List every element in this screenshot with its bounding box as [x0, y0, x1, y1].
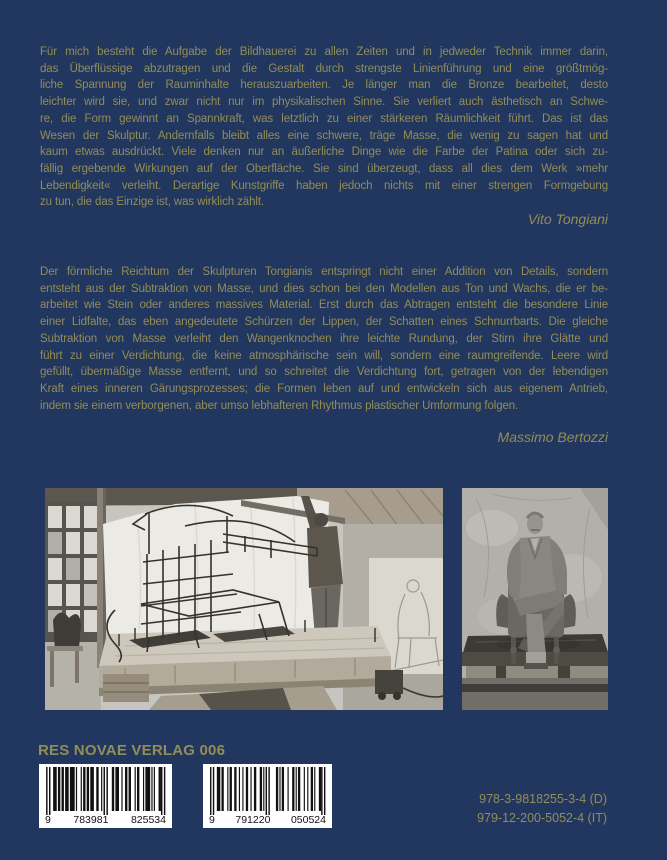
isbn-block	[307, 790, 607, 827]
publisher-line: RES NOVAE VERLAG 006	[38, 742, 226, 759]
quote-bertozzi-attribution: Massimo Bertozzi	[497, 429, 608, 445]
barcode-left-number: 9 783981 825534	[45, 814, 166, 826]
barcode-right-number: 9 791220 050524	[209, 814, 326, 826]
quote-tongiani-paragraph: Für mich besteht die Aufgabe der Bildhauerei zu allen Zeiten und in jedweder Technik immer darin, das Überflüssige abzutragen und die Gestalt durch strengste Linienführung und eine größtmög- liche Spannung der Rauminhalte herauszuarbeiten. Je länger man die Bronze bearbeitet, desto leichter wird sie, und zwar nicht nur im physikalischen Sinne. Sie verliert auch ästhetisch an Schwe- re, die Form gewinnt an Spannkraft, was letztlich zu einer stärkeren Räumlichkeit führt. Das ist das Wesen der Skulptur. Andernfalls bleibt alles eine schwere, träge Masse, die wenig zu sagen hat und kaum etwas ausdrückt. Viele denken nur an äußerliche Dinge wie die Farbe der Patina oder sich zu- fällig ergebende Wirkungen auf der Oberfläche. Sie sind überzeugt, dass all dies dem Werk »mehr Lebendigkeit« verleiht. Derartige Kunstgriffe haben jedoch nichts mit einer strengen Formgebung zu tun, die das Einzige ist, was wirklich zählt.	[40, 46, 608, 209]
isbn-line-de: 978-3-9818255-3-4 (D)	[479, 792, 607, 806]
statue-photo	[462, 488, 608, 710]
quote-bertozzi-paragraph: Der förmliche Reichtum der Skulpturen Tongianis entspringt nicht einer Addition von Details, sondern entsteht aus der Subtraktion von Masse, und dies schon bei den Modellen aus Ton und Wachs, die er be- arbeitet wie Stein oder anderes massives Material. Erst durch das Abtragen entsteht die besondere Linie einer Lidfalte, das eben angedeutete Schürzen der Lippen, der Schatten eines Schnurrbarts. Die gleiche Subtraktion von Masse verleiht den Wangenknochen ihre leichte Rundung, der Stirn ihre Glätte und führt zu einer Verdichtung, die keine atmosphärische sein will, sondern eine raumgreifende. Leere wird gefüllt, übermäßige Masse entfernt, und so schreitet die Verdichtung fort, getragen von der lebendigen Kraft eines inneren Gärungsprozesses; die Formen leben auf und entwickeln sich aus eigenem Antrieb, indem sie einem verborgenen, aber umso lebhafteren Rhythmus plastischer Umformung folgen.	[40, 266, 608, 412]
isbn-line-it: 979-12-200-5052-4 (IT)	[477, 810, 607, 825]
studio-photo	[45, 488, 443, 710]
barcode-left	[39, 764, 172, 828]
quote-tongiani-attribution: Vito Tongiani	[527, 211, 608, 227]
photo-row	[45, 488, 608, 710]
